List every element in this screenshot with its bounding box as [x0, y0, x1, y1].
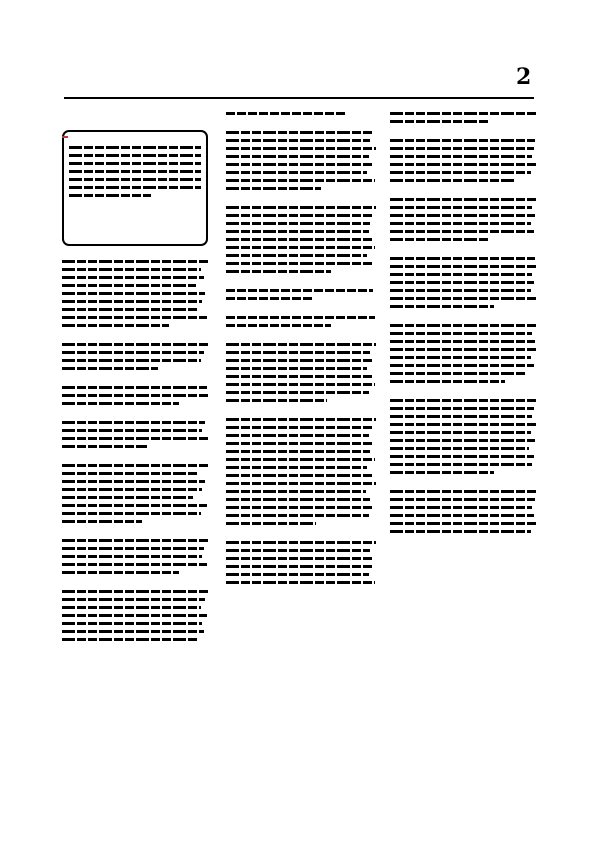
text-line: [226, 324, 331, 327]
text-line: [62, 630, 204, 633]
paragraph: [390, 324, 538, 383]
text-line: [62, 300, 202, 303]
text-line: [226, 466, 367, 469]
text-line: [390, 214, 535, 217]
paragraph: [226, 206, 376, 273]
text-line: [62, 276, 204, 279]
paragraph: [390, 399, 538, 474]
paragraph: [226, 343, 376, 402]
text-line: [226, 573, 369, 576]
text-line: [226, 522, 316, 525]
text-line: [390, 265, 538, 268]
text-line: [226, 238, 373, 241]
text-line: [390, 163, 538, 166]
text-line: [62, 504, 207, 507]
column-2-body: [226, 112, 376, 584]
text-line: [390, 112, 537, 115]
text-line: [62, 445, 147, 448]
column-3-body: [390, 112, 538, 533]
text-line: [226, 179, 375, 182]
text-line: [62, 437, 208, 440]
paragraph: [62, 539, 208, 574]
text-line: [226, 230, 369, 233]
text-line: [62, 590, 208, 593]
header-rule: [64, 97, 534, 99]
paragraph: [390, 112, 538, 123]
text-line: [390, 514, 534, 517]
text-line: [226, 450, 370, 453]
text-line: [390, 179, 514, 182]
text-line: [226, 359, 373, 362]
text-line: [62, 539, 208, 542]
text-line: [62, 268, 201, 271]
paragraph: [390, 139, 538, 182]
text-line: [62, 598, 205, 601]
page-header: [0, 0, 595, 100]
text-line: [62, 324, 169, 327]
paragraph: [390, 198, 538, 241]
paragraph: [62, 343, 208, 370]
text-line: [62, 367, 158, 370]
text-line: [390, 399, 538, 402]
text-line: [62, 480, 205, 483]
column-3: [390, 112, 538, 549]
text-line: [226, 391, 369, 394]
text-line: [390, 372, 526, 375]
text-line: [62, 496, 193, 499]
column-1: [62, 112, 208, 657]
text-line: [226, 316, 375, 319]
text-line: [390, 431, 531, 434]
text-line: [226, 131, 373, 134]
text-line: [226, 147, 376, 150]
text-line: [226, 351, 370, 354]
text-line: [390, 147, 534, 150]
text-line: [226, 458, 375, 461]
text-line: [390, 324, 537, 327]
paragraph: [390, 257, 538, 308]
text-line: [62, 308, 199, 311]
text-line: [62, 563, 207, 566]
text-line: [390, 522, 537, 525]
text-line: [390, 120, 488, 123]
text-line: [226, 506, 373, 509]
text-line: [226, 297, 313, 300]
text-line: [390, 155, 532, 158]
paragraph: [62, 464, 208, 523]
text-line: [226, 490, 366, 493]
text-line: [226, 222, 370, 225]
paragraph: [390, 490, 538, 533]
paragraph: [62, 421, 208, 448]
text-line: [62, 359, 201, 362]
text-line: [69, 186, 201, 189]
text-line: [390, 348, 538, 351]
text-line: [62, 421, 205, 424]
text-line: [62, 402, 179, 405]
text-line: [390, 463, 532, 466]
text-line: [62, 638, 198, 641]
text-line: [226, 514, 369, 517]
text-line: [226, 418, 376, 421]
text-line: [69, 178, 201, 181]
subheading: [226, 289, 376, 300]
text-line: [226, 474, 372, 477]
text-line: [390, 415, 532, 418]
text-line: [62, 386, 207, 389]
text-line: [390, 471, 494, 474]
text-line: [226, 482, 376, 485]
text-line: [226, 399, 327, 402]
paragraph: [62, 386, 208, 405]
text-line: [390, 257, 535, 260]
text-line: [62, 429, 202, 432]
sidebar-box-tag: [62, 136, 68, 138]
text-line: [226, 367, 367, 370]
text-line: [390, 447, 529, 450]
text-line: [62, 571, 179, 574]
text-line: [390, 297, 537, 300]
text-line: [226, 206, 376, 209]
page-number: 2: [516, 64, 532, 90]
text-line: [62, 464, 208, 467]
text-line: [226, 270, 331, 273]
paragraph: [226, 131, 376, 190]
text-line: [226, 383, 375, 386]
paragraph: [62, 590, 208, 641]
text-line: [390, 305, 494, 308]
text-line: [226, 187, 321, 190]
text-line: [62, 520, 142, 523]
column-1-body: [62, 260, 208, 641]
text-line: [62, 555, 202, 558]
text-line: [226, 426, 372, 429]
subheading: [226, 112, 376, 115]
text-line: [226, 442, 373, 445]
subheading: [226, 316, 376, 327]
text-line: [390, 340, 535, 343]
text-line: [62, 292, 205, 295]
text-line: [390, 364, 534, 367]
text-line: [390, 490, 538, 493]
text-line: [69, 194, 151, 197]
text-line: [62, 343, 208, 346]
text-line: [390, 356, 531, 359]
text-line: [62, 488, 202, 491]
text-line: [62, 260, 208, 263]
text-line: [226, 139, 370, 142]
text-line: [226, 343, 376, 346]
text-line: [226, 214, 372, 217]
text-line: [390, 498, 535, 501]
text-line: [390, 281, 534, 284]
text-line: [226, 434, 369, 437]
paragraph: [62, 260, 208, 327]
text-line: [390, 506, 532, 509]
text-line: [226, 112, 346, 115]
text-line: [69, 162, 201, 165]
text-line: [62, 394, 208, 397]
text-line: [390, 222, 531, 225]
text-line: [390, 171, 531, 174]
column-2: [226, 112, 376, 600]
text-line: [226, 254, 367, 257]
text-line: [226, 155, 369, 158]
text-line: [226, 565, 372, 568]
text-line: [390, 407, 534, 410]
text-line: [226, 581, 375, 584]
text-line: [390, 139, 535, 142]
text-line: [390, 198, 538, 201]
sidebar-box: [62, 130, 208, 246]
text-line: [226, 541, 376, 544]
text-line: [226, 375, 372, 378]
text-line: [226, 163, 372, 166]
text-line: [226, 549, 370, 552]
text-line: [69, 154, 201, 157]
text-line: [226, 262, 372, 265]
text-line: [69, 146, 201, 149]
text-line: [226, 557, 373, 560]
text-line: [62, 622, 202, 625]
text-line: [226, 498, 370, 501]
text-line: [390, 230, 534, 233]
text-line: [62, 351, 204, 354]
paragraph: [226, 418, 376, 525]
sidebar-box-text: [69, 146, 201, 197]
text-line: [62, 614, 207, 617]
text-line: [226, 171, 367, 174]
text-line: [390, 238, 488, 241]
text-line: [62, 547, 204, 550]
text-line: [226, 246, 375, 249]
text-line: [390, 289, 531, 292]
text-line: [226, 289, 373, 292]
text-line: [62, 284, 196, 287]
text-line: [390, 439, 535, 442]
text-line: [390, 423, 537, 426]
text-line: [390, 332, 532, 335]
text-line: [62, 606, 201, 609]
text-line: [62, 512, 201, 515]
text-line: [62, 316, 207, 319]
text-line: [390, 273, 532, 276]
text-line: [390, 206, 532, 209]
text-line: [69, 170, 201, 173]
text-line: [390, 380, 505, 383]
text-line: [62, 472, 199, 475]
text-line: [390, 455, 534, 458]
paragraph: [226, 541, 376, 584]
text-line: [390, 530, 531, 533]
